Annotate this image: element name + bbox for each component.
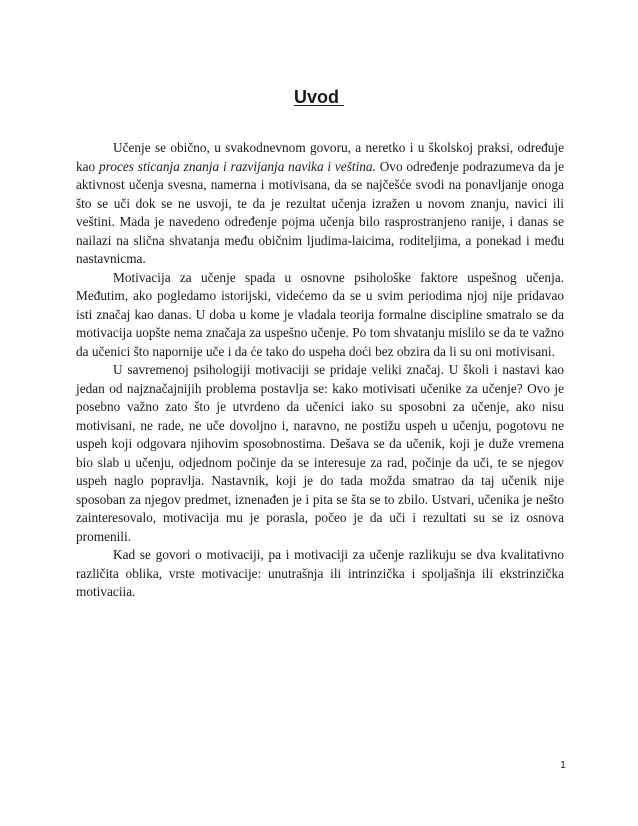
body-text bbox=[76, 139, 564, 602]
page-title bbox=[0, 86, 638, 108]
paragraph-1-italic-definition: proces sticanja znanja i razvijanja navika i veština. bbox=[99, 158, 376, 174]
paragraph-1 bbox=[76, 139, 564, 269]
paragraph-1-text-after: Ovo određenje podrazumeva da je aktivnost učenja svesna, namerna i motivisana, da se najčešće svodi na ponavljanje onoga što se uči dok se ne usvoji, te da je rezultat učenja izražen u novom znanju, navici ili veštini. Mada je navedeno određenje pojma učenja bilo rasprostranjeno ranije, i danas se nailazi na slična shvatanja među običnim ljudima-laicima, roditeljima, a ponekad i među nastavnicma. bbox=[76, 158, 565, 266]
paragraph-1-text-before: Učenje se obično, u svakodnevnom govoru, a neretko i u školskoj praksi, određuje kao bbox=[76, 140, 564, 174]
paragraph-3: U savremenoj psihologiji motivaciji se pridaje veliki značaj. U školi i nastavi kao jedan od najznačajnijih problema postavlja se: kako motivisati učenike za učenje? Ovo je posebno važno zato što je utvrdeno da učenici iako su sposobni za učenje, ako nisu motivisani, ne rade, ne uče dovoljno i, naravno, ne postižu uspeh u učenju, pogotovu ne uspeh koji odgovara njihovim sposobnostima. Dešava se da učenik, koji je duže vremena bio slab u učenju, odjednom počinje da se interesuje za rad, počinje da uči, te se njegov uspeh naglo popravlja. Nastavnik, koji je do tada možda smatrao da taj učenik nije sposoban za njegov predmet, iznenađen je i pita se šta se to zbilo. Ustvari, učenika je nešto zainteresovalo, motivacija mu je porasla, počeo je da uči i rezultati su se iz osnova promenili. bbox=[76, 362, 564, 544]
paragraph-2: Motivacija za učenje spada u osnovne psihološke faktore uspešnog učenja. Međutim, ako pogledamo istorijski, videćemo da se u svim periodima njoj nije pridavao isti značaj kao danas. U doba u kome je vladala teorija formalne discipline smatralo se da motivacija uopšte nema značaja za uspešno učenje. Po tom shvatanju mislilo se da te važno da učenici što napornije uče i da će tako do uspeha doći bez obzira da li su oni motivisani. bbox=[76, 269, 564, 359]
paragraph-4: Kad se govori o motivaciji, pa i motivaciji za učenje razlikuju se dva kvalitativno različita oblika, vrste motivacije: unutrašnja ili intrinzička i spoljašnja ili ekstrinzička motivaciia. bbox=[76, 547, 564, 599]
page-title-text: Uvod bbox=[293, 87, 344, 107]
page-number: 1 bbox=[560, 760, 566, 771]
